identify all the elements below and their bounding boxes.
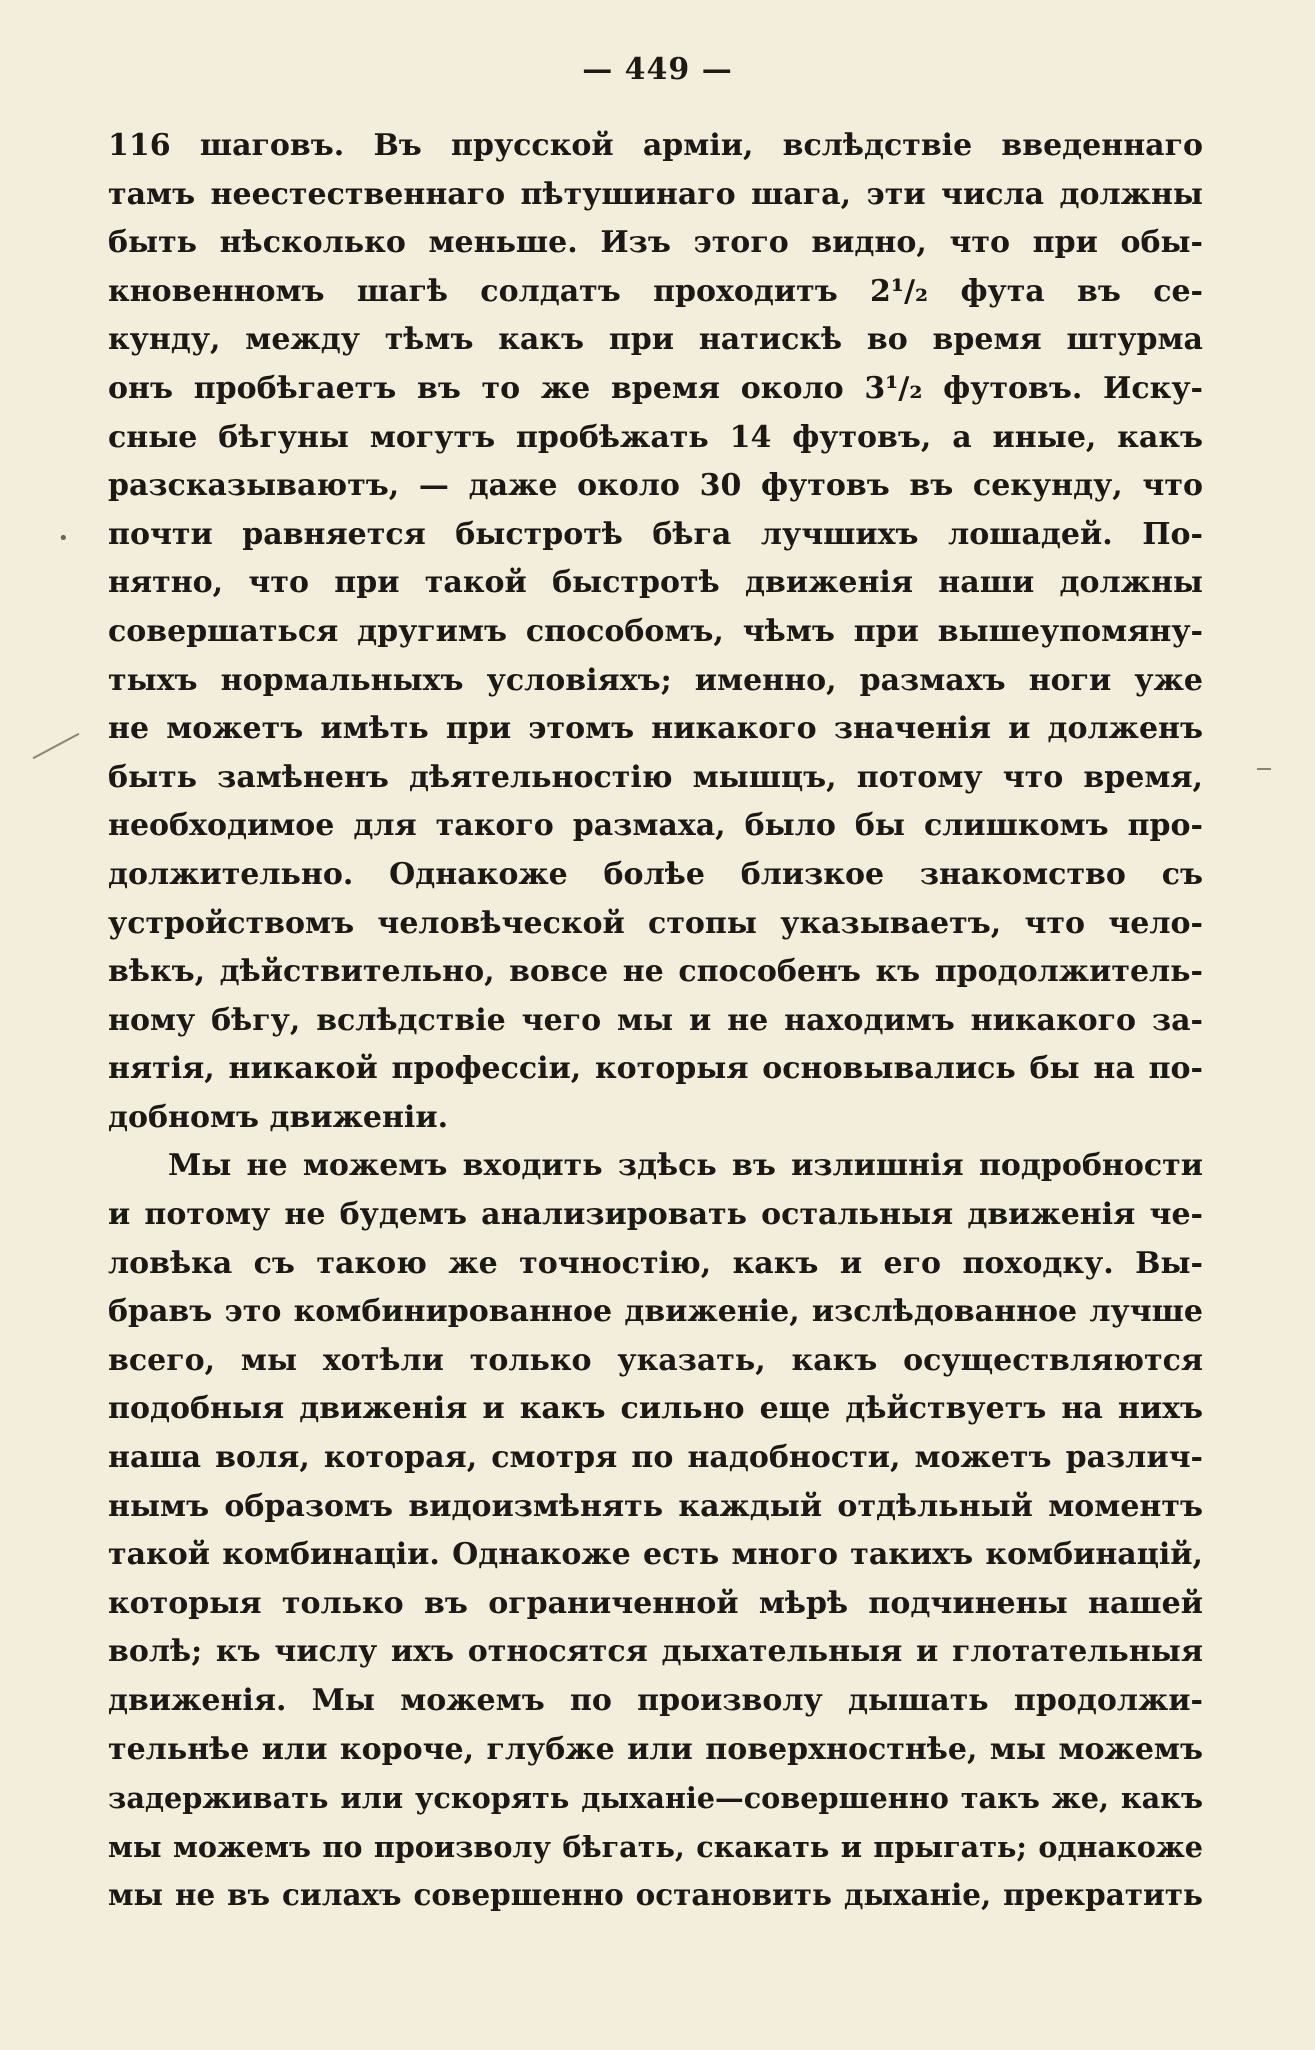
text-line: необходимое для такого размаха, было бы слишкомъ про- — [108, 808, 1203, 844]
text-line: нятно, что при такой быстротѣ движенія наши должны — [108, 565, 1203, 601]
text-line: движенія. Мы можемъ по произволу дышать продолжи- — [108, 1683, 1203, 1718]
text-line: тельнѣе или короче, глубже или поверхностнѣе, мы можемъ — [108, 1731, 1203, 1767]
text-line: которыя только въ ограниченной мѣрѣ подчинены нашей — [108, 1585, 1203, 1621]
text-line: мы можемъ по произволу бѣгать, скакать и прыгать; однакоже — [108, 1829, 1203, 1864]
text-line: задерживать или ускорять дыханіе—совершенно такъ же, какъ — [108, 1781, 1203, 1816]
text-line: подобныя движенія и какъ сильно еще дѣйствуетъ на нихъ — [108, 1391, 1203, 1427]
text-line: 116 шаговъ. Въ прусской арміи, вслѣдствіе введеннаго — [108, 128, 1203, 163]
text-line: ному бѣгу, вслѣдствіе чего мы и не находимъ никакого за- — [108, 1002, 1203, 1038]
text-line: наша воля, которая, смотря по надобности, можетъ различ- — [108, 1440, 1203, 1476]
body-text — [108, 122, 1203, 1920]
text-line: тамъ неестественнаго пѣтушинаго шага, эти числа должны — [108, 176, 1203, 212]
margin-dash-mark — [1257, 768, 1271, 770]
text-line: быть замѣненъ дѣятельностію мышцъ, потому что время, — [108, 759, 1203, 795]
text-line: быть нѣсколько меньше. Изъ этого видно, что при обы- — [108, 225, 1203, 261]
margin-pencil-stroke — [33, 733, 80, 759]
text-line: вѣкъ, дѣйствительно, вовсе не способенъ къ продолжитель- — [108, 954, 1203, 990]
text-line: и потому не будемъ анализировать остальныя движенія че- — [108, 1197, 1203, 1233]
text-line: не можетъ имѣть при этомъ никакого значенія и долженъ — [108, 711, 1203, 747]
text-line: нятія, никакой профессіи, которыя основывались бы на по- — [108, 1051, 1203, 1087]
text-line: бравъ это комбинированное движеніе, изслѣдованное лучше — [108, 1294, 1203, 1330]
text-line: добномъ движеніи. — [108, 1099, 449, 1135]
text-line: сные бѣгуны могутъ пробѣжать 14 футовъ, а иные, какъ — [108, 419, 1203, 455]
page-number: — 449 — — [582, 52, 733, 87]
text-line: онъ пробѣгаетъ въ то же время около 3¹/₂ футовъ. Иску- — [108, 370, 1203, 406]
margin-dot-mark: • — [58, 528, 69, 549]
text-line: должительно. Однакоже болѣе близкое знакомство съ — [108, 856, 1203, 892]
paragraph-1 — [108, 122, 1203, 1142]
text-line: тыхъ нормальныхъ условіяхъ; именно, размахъ ноги уже — [108, 662, 1203, 698]
text-line: мы не въ силахъ совершенно остановить дыханіе, прекратить — [108, 1877, 1203, 1913]
paragraph-2 — [108, 1142, 1203, 1920]
text-line: устройствомъ человѣческой стопы указываетъ, что чело- — [108, 905, 1203, 941]
text-line: всего, мы хотѣли только указать, какъ осуществляются — [108, 1342, 1203, 1378]
text-line: почти равняется быстротѣ бѣга лучшихъ лошадей. По- — [108, 516, 1203, 552]
text-line: совершаться другимъ способомъ, чѣмъ при вышеупомяну- — [108, 613, 1203, 649]
text-line: такой комбинаціи. Однакоже есть много такихъ комбинацій, — [108, 1537, 1203, 1573]
text-line: кунду, между тѣмъ какъ при натискѣ во время штурма — [108, 322, 1203, 358]
text-line: кновенномъ шагѣ солдатъ проходитъ 2¹/₂ фута въ се- — [108, 273, 1203, 309]
text-line: разсказываютъ, — даже около 30 футовъ въ секунду, что — [108, 468, 1203, 504]
text-line: ловѣка съ такою же точностію, какъ и его походку. Вы- — [108, 1245, 1203, 1281]
text-line: волѣ; къ числу ихъ относятся дыхательныя и глотательныя — [108, 1634, 1203, 1670]
text-line: нымъ образомъ видоизмѣнять каждый отдѣльный моментъ — [108, 1488, 1203, 1524]
text-line: Мы не можемъ входить здѣсь въ излишнія подробности — [168, 1148, 1203, 1184]
